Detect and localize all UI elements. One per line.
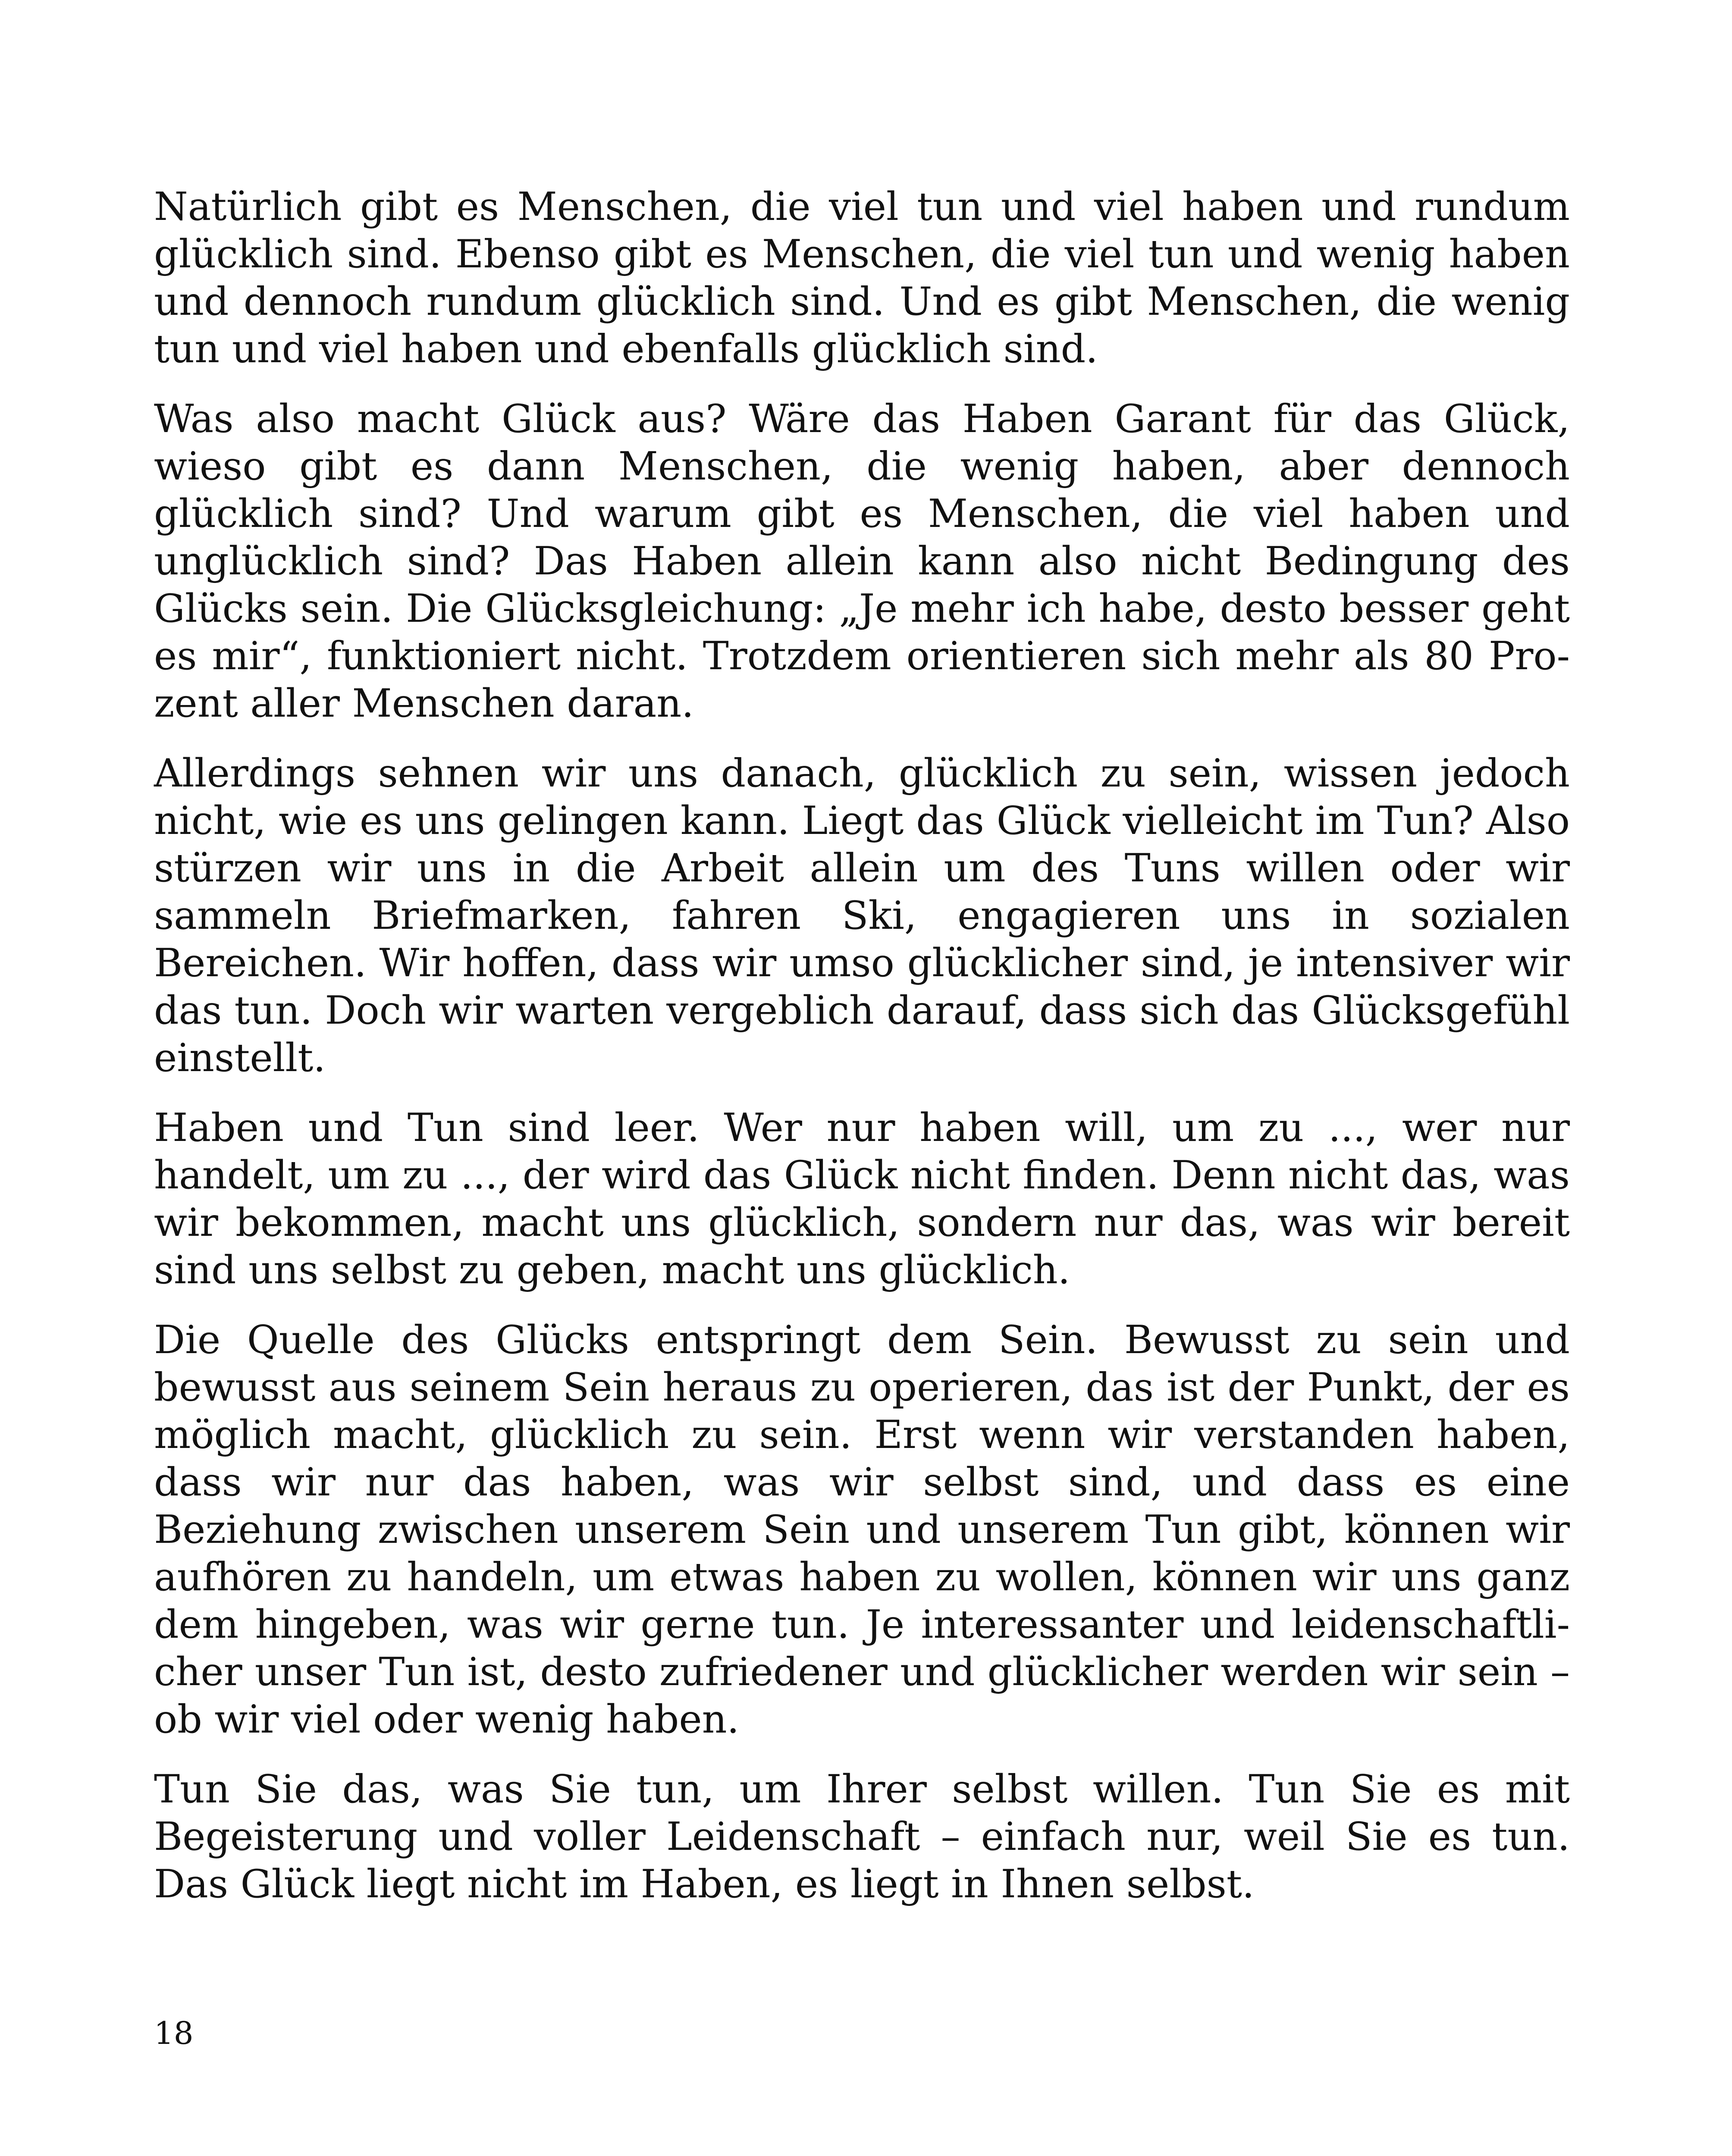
paragraph: Was also macht Glück aus? Wäre das Haben Garant für das Glück, wieso gibt es dann Menschen, die wenig haben, aber dennoch glücklich sind? Und warum gibt es Menschen, die viel haben und unglücklich sind? Das Haben allein kann also nicht Bedingung des Glücks sein. Die Glücksgleichung: „Je mehr ich habe, desto besser geht es mir“, funktioniert nicht. Trotzdem orientieren sich mehr als 80 Prozent aller Menschen daran. xyxy=(154,396,1570,726)
paragraph: Die Quelle des Glücks entspringt dem Sein. Bewusst zu sein und bewusst aus seinem Sein heraus zu operieren, das ist der Punkt, der es möglich macht, glücklich zu sein. Erst wenn wir verstanden haben, dass wir nur das haben, was wir selbst sind, und dass es eine Beziehung zwischen unserem Sein und unserem Tun gibt, können wir aufhören zu handeln, um etwas haben zu wollen, können wir uns ganz dem hingeben, was wir gerne tun. Je interessanter und leidenschaftlicher unser Tun ist, desto zufriedener und glücklicher werden wir sein – ob wir viel oder wenig haben. xyxy=(154,1317,1570,1742)
paragraph: Natürlich gibt es Menschen, die viel tun und viel haben und rundum glücklich sind. Ebenso gibt es Menschen, die viel tun und wenig haben und dennoch rundum glücklich sind. Und es gibt Menschen, die wenig tun und viel haben und ebenfalls glücklich sind. xyxy=(154,184,1570,372)
paragraph: Haben und Tun sind leer. Wer nur haben will, um zu ..., wer nur handelt, um zu ..., der wird das Glück nicht finden. Denn nicht das, was wir bekommen, macht uns glücklich, sondern nur das, was wir bereit sind uns selbst zu geben, macht uns glücklich. xyxy=(154,1105,1570,1293)
page-number: 18 xyxy=(154,2015,194,2051)
paragraph: Tun Sie das, was Sie tun, um Ihrer selbst willen. Tun Sie es mit Begeisterung und voller Leidenschaft – einfach nur, weil Sie es tun. Das Glück liegt nicht im Haben, es liegt in Ihnen selbst. xyxy=(154,1767,1570,1907)
body-text xyxy=(154,183,1570,1930)
paragraph: Allerdings sehnen wir uns danach, glücklich zu sein, wissen jedoch nicht, wie es uns gelingen kann. Liegt das Glück vielleicht im Tun? Also stürzen wir uns in die Arbeit allein um des Tuns willen oder wir sammeln Briefmarken, fahren Ski, engagieren uns in sozialen Bereichen. Wir hoffen, dass wir umso glücklicher sind, je intensiver wir das tun. Doch wir warten vergeblich darauf, dass sich das Glücksgefühl einstellt. xyxy=(154,751,1570,1081)
